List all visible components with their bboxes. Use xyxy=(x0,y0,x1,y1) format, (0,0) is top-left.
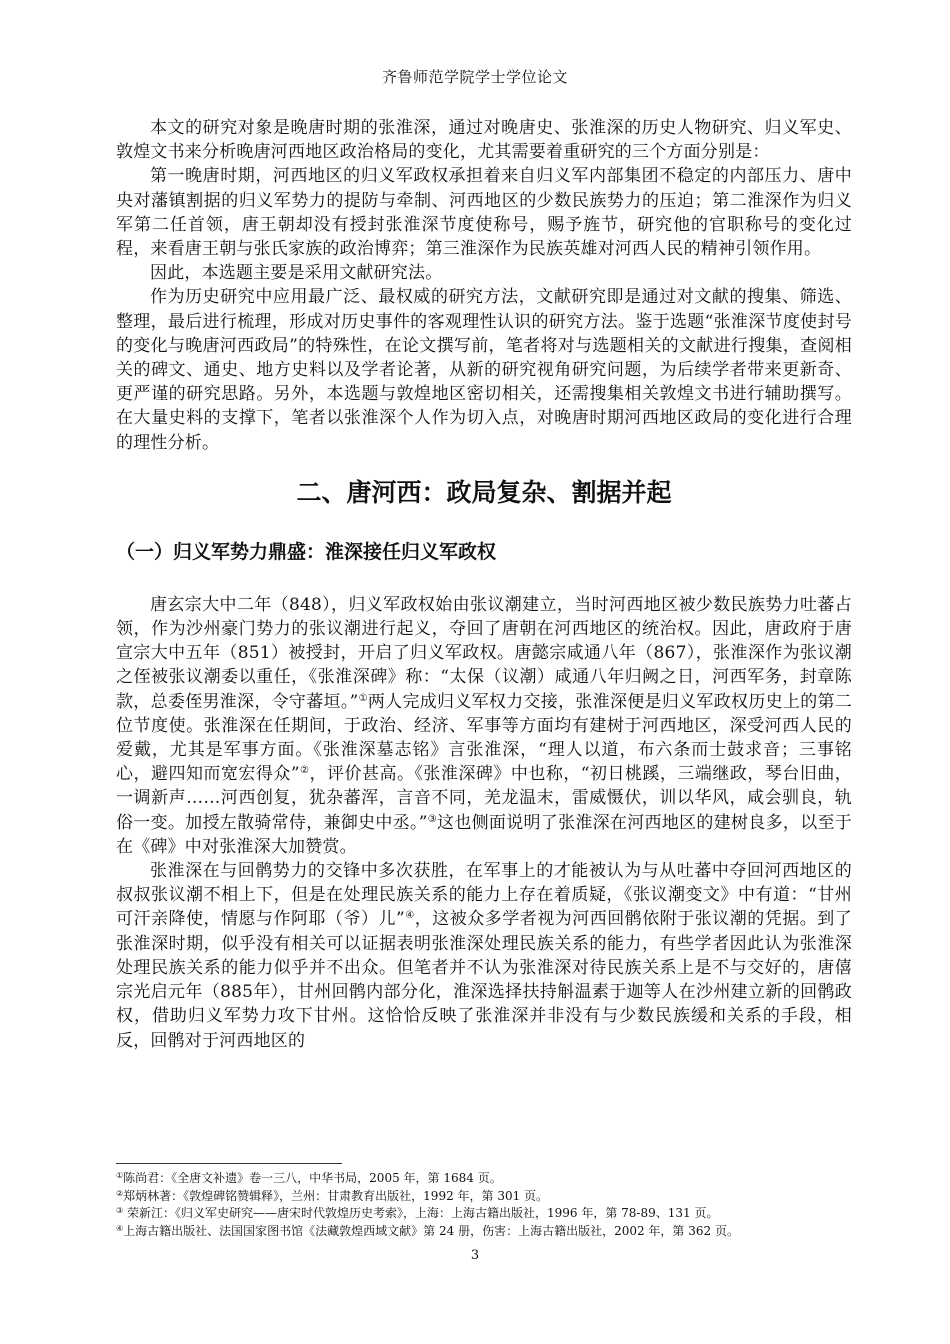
text-run: 这也侧面说明了张淮深在河西地区的建树良多，以至于在《碑》中对张淮深大加赞赏。 xyxy=(116,812,852,857)
intro-paragraph-3: 因此，本选题主要是采用文献研究法。 xyxy=(150,263,443,284)
footnote-ref-1[interactable]: ① xyxy=(358,692,368,704)
footnote-text: 上海古籍出版社、法国国家图书馆《法藏敦煌西域文献》第 24 册，伤害：上海古籍出版社，2002 年，第 362 页。 xyxy=(123,1223,739,1238)
text-run: ，评价甚高。《张淮深碑》中也称，“初日桃蹊，三端继政，琴台旧曲，一调新声……河西创复，犹杂蕃浑，言音不同，羌龙温末，雷威慑伏，训以华风，咸会驯良，轨俗一变。加授左散骑常侍，兼御史中丞。” xyxy=(116,764,853,833)
footnote-mark: ② xyxy=(116,1188,124,1198)
body-paragraph-1 xyxy=(116,593,852,859)
body-paragraph-2 xyxy=(116,859,852,1053)
subsection-heading: （一）归义军势力鼎盛：淮深接任归义军政权 xyxy=(116,540,497,563)
footnote-ref-2[interactable]: ② xyxy=(299,765,310,777)
footnote-ref-4[interactable]: ④ xyxy=(404,910,415,922)
footnote-4 xyxy=(116,1223,852,1241)
intro-paragraph-1: 本文的研究对象是晚唐时期的张淮深，通过对晚唐史、张淮深的历史人物研究、归义军史、敦煌文书来分析晚唐河西地区政治格局的变化，尤其需要着重研究的三个方面分别是： xyxy=(116,118,852,163)
footnote-separator xyxy=(116,1163,342,1164)
footnote-text: 荣新江：《归义军史研究——唐宋时代敦煌历史考索》，上海：上海古籍出版社，1996 年，第 78-89、131 页。 xyxy=(123,1206,719,1220)
text-run: 唐玄宗大中二年（848），归义军政权始由张议潮建立，当时河西地区被少数民族势力吐蕃占领，作为沙州豪门势力的张议潮进行起义，夺回了唐朝在河西地区的统治权。因此，唐政府于唐宣宗大中五年（851）被授封，开启了归义军政权。唐懿宗咸通八年（867），张淮深作为张议潮之侄被张议潮委以重任，《张淮深碑》称：“太保（议潮）咸通八年归阙之日，河西军务，封章陈款，总委侄男淮深，令守蕃垣。” xyxy=(116,594,852,712)
section-heading: 二、唐河西：政局复杂、割据并起 xyxy=(296,477,672,507)
text-run: ，这被众多学者视为河西回鹘依附于张议潮的凭据。到了张淮深时期，似乎没有相关可以证据表明张淮深处理民族关系的能力，有些学者因此认为张淮深处理民族关系的能力似乎并不出众。但笔者并不认为张淮深对待民族关系上是不与交好的，唐僖宗光启元年（885年），甘州回鹘内部分化，淮深选择扶持斛温素于迦等人在沙州建立新的回鹘政权，借助归义军势力攻下甘州。这恰恰反映了张淮深并非没有与少数民族缓和关系的手段，相反，回鹘对于河西地区的 xyxy=(116,909,853,1051)
main-content xyxy=(116,116,852,1053)
footnote-text: 陈尚君：《全唐文补遗》卷一三八，中华书局，2005 年，第 1684 页。 xyxy=(123,1171,502,1185)
footnote-mark: ④ xyxy=(116,1223,124,1233)
footnotes xyxy=(116,1170,852,1240)
intro-paragraph-2: 第一晚唐时期，河西地区的归义军政权承担着来自归义军内部集团不稳定的内部压力、唐中央对藩镇割据的归义军势力的提防与牵制、河西地区的少数民族势力的压迫；第二淮深作为归义军第二任首领，唐王朝却没有授封张淮深节度使称号，赐予旌节，研究他的官职称号的变化过程，来看唐王朝与张氏家族的政治博弈；第三淮深作为民族英雄对河西人民的精神引领作用。 xyxy=(116,166,852,260)
footnote-mark: ① xyxy=(116,1171,124,1180)
page-header: 齐鲁师范学院学士学位论文 xyxy=(381,68,568,86)
page-number: 3 xyxy=(470,1248,480,1263)
footnote-ref-3[interactable]: ③ xyxy=(427,813,438,825)
footnote-1 xyxy=(116,1170,852,1188)
text-run: 张淮深在与回鹘势力的交锋中多次获胜，在军事上的才能被认为与从吐蕃中夺回河西地区的叔叔张议潮不相上下，但是在处理民族关系的能力上存在着质疑，《张议潮变文》中有道：“甘州可汗亲降使，情愿与作阿耶（爷）儿” xyxy=(116,861,852,930)
text-run: 两人完成归义军权力交接，张淮深便是归义军政权历史上的第二位节度使。张淮深在任期间，于政治、经济、军事等方面均有建树于河西地区，深受河西人民的爱戴，尤其是军事方面。《张淮深墓志铭》言张淮深，“理人以道，布六条而士鼓求音；三事铭心，避四知而宽宏得众” xyxy=(116,691,852,785)
footnote-mark: ③ xyxy=(116,1206,124,1215)
footnote-text: 郑炳林著：《敦煌碑铭赞辑释》，兰州：甘肃教育出版社，1992 年，第 301 页。 xyxy=(123,1188,549,1203)
footnote-3 xyxy=(116,1205,852,1223)
footnote-2 xyxy=(116,1188,852,1206)
intro-paragraph-4: 作为历史研究中应用最广泛、最权威的研究方法，文献研究即是通过对文献的搜集、筛选、整理，最后进行梳理，形成对历史事件的客观理性认识的研究方法。鉴于选题“张淮深节度使封号的变化与晚唐河西政局”的特殊性，在论文撰写前，笔者将对与选题相关的文献进行搜集，查阅相关的碑文、通史、地方史料以及学者论著，从新的研究视角研究问题，为后续学者带来更新奇、更严谨的研究思路。另外，本选题与敦煌地区密切相关，还需搜集相关敦煌文书进行辅助撰写。在大量史料的支撑下，笔者以张淮深个人作为切入点，对晚唐时期河西地区政局的变化进行合理的理性分析。 xyxy=(116,287,852,453)
